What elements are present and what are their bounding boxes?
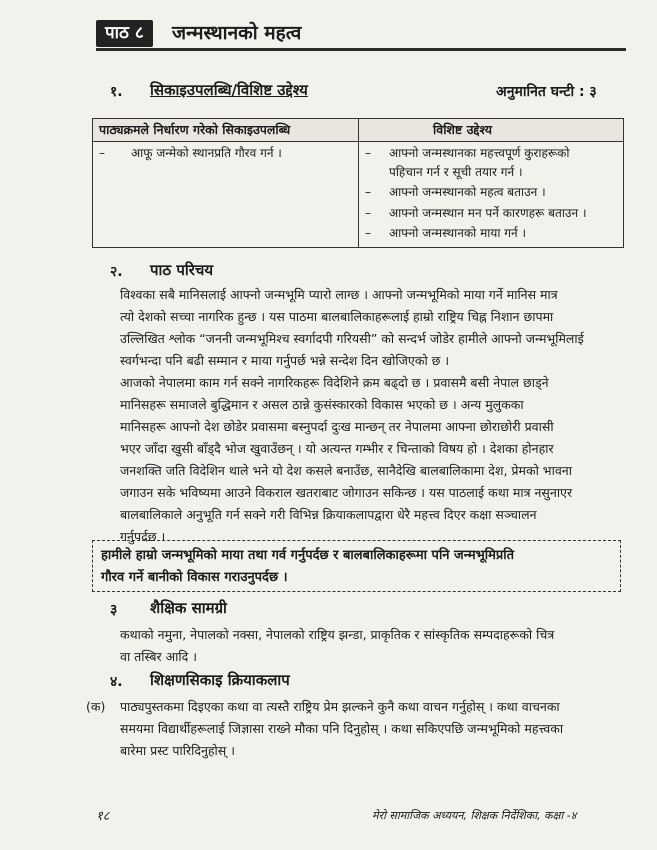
- text-line: बारेमा प्रस्ट पारिदिनुहोस् ।: [120, 743, 235, 758]
- book-title-footer: मेरो सामाजिक अध्ययन, शिक्षक निर्देशिका, कक्षा -४: [372, 809, 577, 822]
- text-line: मानिसहरू आफ्नो देश छोडेर प्रवासमा बस्नुपर्दा दुःख मान्छन् तर नेपालमा आफ्ना छोराछोरी प्रवासी: [120, 419, 554, 434]
- curriculum-item: आफू जन्मेको स्थानप्रति गौरव गर्न ।: [131, 146, 282, 160]
- text-line: वा तस्बिर आदि ।: [120, 649, 197, 664]
- text-line: कथाको नमुना, नेपालको नक्सा, नेपालको राष्ट्रिय झन्डा, प्राकृतिक र सांस्कृतिक सम्पदाहरूको चित्र: [120, 627, 555, 642]
- table-header-curriculum: पाठ्यक्रमले निर्धारण गरेको सिकाइउपलब्धि: [99, 122, 291, 137]
- list-dash: –: [99, 146, 105, 160]
- objective-item: आफ्नो जन्मस्थानको माया गर्न ।: [389, 226, 527, 240]
- text-line: त्यो देशको सच्चा नागरिक हुन्छ । यस पाठमा बालबालिकाहरूलाई हाम्रो राष्ट्रिय चिह्न निशान छापमा: [120, 309, 554, 324]
- objective-item: आफ्नो जन्मस्थानको महत्व बताउन ।: [389, 185, 546, 199]
- text-line: हामीले हाम्रो जन्मभूमिको माया तथा गर्व गर्नुपर्दछ र बालबालिकाहरूमा पनि जन्मभूमिप्रति: [101, 548, 515, 563]
- section3-title: शैक्षिक सामग्री: [150, 599, 227, 617]
- section2-number: २.: [110, 264, 123, 280]
- text-line: स्वर्गभन्दा पनि बढी सम्मान र माया गर्नुपर्छ भन्ने सन्देश दिन खोजिएको छ ।: [120, 353, 450, 368]
- objective-item: आफ्नो जन्मस्थानका महत्त्वपूर्ण कुराहरूको: [389, 146, 570, 160]
- table-header-objectives: विशिष्ट उद्देश्य: [433, 122, 493, 137]
- section1-title: सिकाइउपलब्धि/विशिष्ट उद्देश्य: [150, 81, 308, 99]
- estimated-periods: अनुमानित घन्टी : ३: [496, 84, 597, 100]
- text-line: गर्नुपर्दछ ।: [120, 529, 166, 544]
- activity-label: (क): [86, 699, 106, 714]
- key-message-box: [92, 540, 621, 592]
- intro-paragraph-1: [120, 284, 622, 372]
- lesson-title: जन्मस्थानको महत्व: [172, 22, 302, 44]
- objective-item: पहिचान गर्न र सूची तयार गर्न ।: [389, 165, 523, 179]
- text-line: आजको नेपालमा काम गर्न सक्ने नागरिकहरू विदेशिने क्रम बढ्दो छ । प्रवासमै बसी नेपाल छाड्ने: [120, 375, 549, 390]
- section2-title: पाठ परिचय: [150, 261, 214, 279]
- text-line: पाठ्यपुस्तकमा दिइएका कथा वा त्यस्तै राष्ट्रिय प्रेम झल्कने कुनै कथा वाचन गर्नुहोस् । कथा वाचनका: [120, 699, 560, 714]
- activity-paragraph: [120, 696, 622, 762]
- page-number: १८: [96, 809, 110, 824]
- section4-number: ४.: [110, 674, 123, 690]
- header-rule: [96, 48, 626, 51]
- section3-number: ३: [110, 602, 118, 618]
- list-dash: –: [365, 185, 371, 199]
- text-line: जनशक्ति जति विदेशिन थाले भने यो देश कसले बनाउँछ, सानैदेखि बालबालिकामा देश, प्रेमको भावना: [120, 463, 572, 478]
- list-dash: –: [365, 146, 371, 160]
- text-line: बालबालिकाले अनुभूति गर्न सक्ने गरी विभिन्न क्रियाकलापद्वारा धेरै महत्त्व दिएर कक्षा सञ्चालन: [120, 507, 537, 522]
- text-line: उल्लिखित श्लोक “जननी जन्मभूमिश्च स्वर्गादपी गरियसी” को सन्दर्भ जोडेर हामीले आफ्नो जन्मभूमिलाई: [120, 331, 584, 346]
- section1-number: १.: [110, 84, 123, 100]
- table-column-divider: [358, 119, 359, 247]
- text-line: गौरव गर्ने बानीको विकास गराउनुपर्दछ ।: [101, 570, 288, 585]
- list-dash: –: [365, 206, 371, 220]
- list-dash: –: [365, 226, 371, 240]
- text-line: जगाउन सके भविष्यमा आउने विकराल खतराबाट जोगाउन सकिन्छ । यस पाठलाई कथा मात्र नसुनाएर: [120, 485, 573, 500]
- section4-title: शिक्षणसिकाइ क्रियाकलाप: [150, 671, 290, 689]
- objective-item: आफ्नो जन्मस्थान मन पर्ने कारणहरू बताउन ।: [389, 206, 587, 220]
- intro-paragraph-2: [120, 372, 622, 548]
- text-line: भएर जाँदा खुसी बाँड्दै भोज खुवाउँछन् । यो अत्यन्त गम्भीर र चिन्ताको विषय हो । देशका होनहार: [120, 441, 554, 456]
- materials-paragraph: [120, 624, 622, 668]
- text-line: मानिसहरू समाजले बुद्धिमान र असल ठान्ने कुसंस्कारको विकास भएको छ । अन्य मुलुकका: [120, 397, 524, 412]
- lesson-number-tab: पाठ ८: [96, 20, 153, 47]
- text-line: समयमा विद्यार्थीहरूलाई जिज्ञासा राख्ने मौका पनि दिनुहोस् । कथा सकिएपछि जन्मभूमिको महत्त्वका: [120, 721, 564, 736]
- text-line: विश्वका सबै मानिसलाई आफ्नो जन्मभूमि प्यारो लाग्छ । आफ्नो जन्मभूमिको माया गर्ने मानिस मात्र: [120, 287, 558, 302]
- objectives-table: [92, 118, 624, 248]
